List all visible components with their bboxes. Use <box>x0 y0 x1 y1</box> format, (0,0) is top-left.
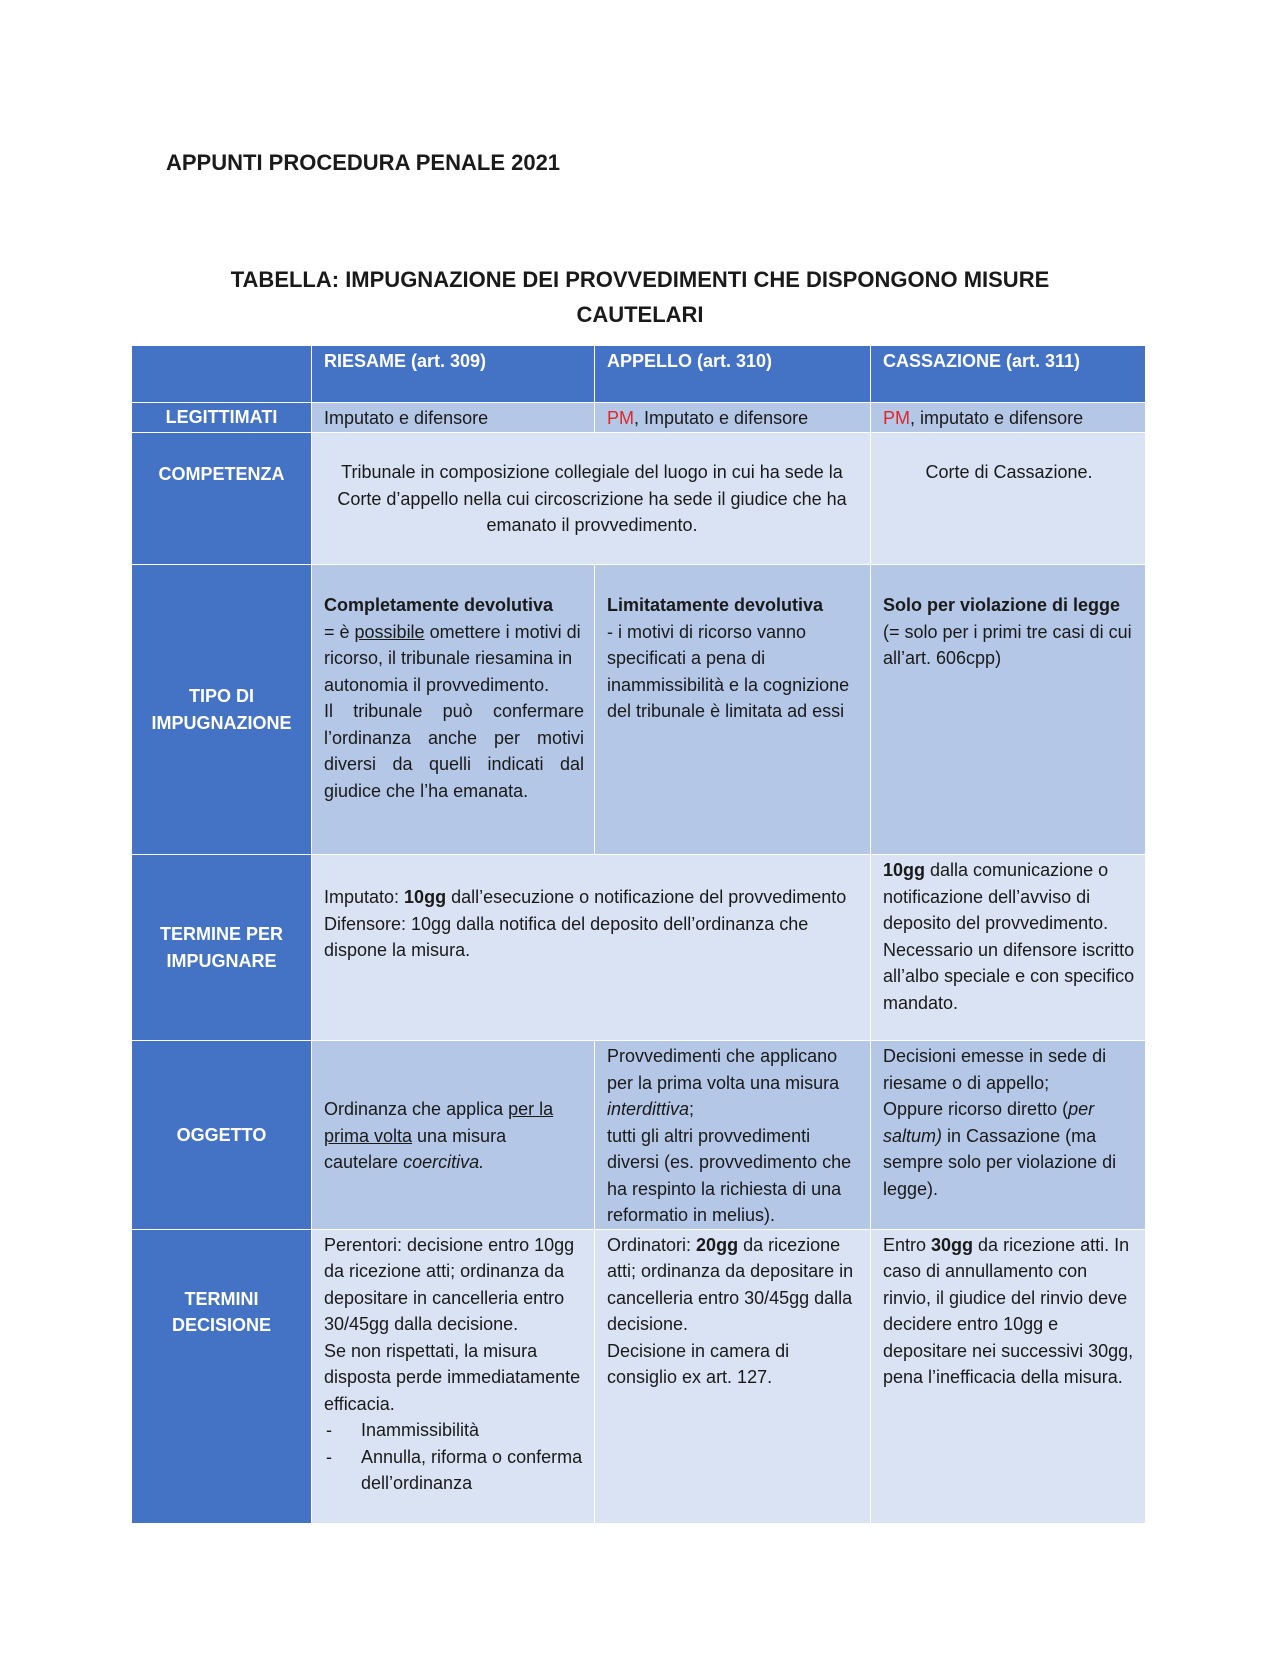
header-riesame: RIESAME (art. 309) <box>312 346 595 403</box>
prima-volta-underlined: per la prima volta <box>324 1099 554 1146</box>
row-legittimati <box>132 403 1146 433</box>
table-title-line-2: CAUTELARI <box>576 302 704 327</box>
row-label-competenza: COMPETENZA <box>132 433 312 565</box>
pm-label: PM <box>607 408 634 428</box>
tipo-appello-text: - i motivi di ricorso vanno specificati a pena di inammissibilità e la cognizione del tribunale è limitata ad essi <box>607 621 850 721</box>
tipo-riesame-text: = è possibile omettere i motivi di ricorso, il tribunale riesamina in autonomia il provvedimento. <box>324 621 581 695</box>
tipo-riesame <box>312 565 595 855</box>
termine-cassazione: 10gg dalla comunicazione o notificazione dell’avviso di deposito del provvedimento. Necessario un difensore iscritto all’albo speciale e con specifico mandato. <box>871 855 1146 1041</box>
oggetto-appello <box>595 1041 871 1230</box>
row-label-line: DECISIONE <box>171 1315 272 1335</box>
document-title: APPUNTI PROCEDURA PENALE 2021 <box>166 150 561 175</box>
tipo-cassazione <box>871 565 1146 855</box>
list-item: - Inammissibilità <box>324 1417 584 1444</box>
row-label-termine-impugnare <box>132 855 312 1041</box>
oggetto-appello-text: Provvedimenti che applicano per la prima volta una misura interdittiva; <box>607 1046 840 1119</box>
tipo-cassazione-text: (= solo per i primi tre casi di cui all’art. 606cpp) <box>883 621 1132 668</box>
termine-riesame-appello <box>312 855 871 1041</box>
tipo-riesame-text-2: Il tribunale può confermare l’ordinanza anche per motivi diversi da quelli indicati dal giudice che l’ha emanata. <box>324 701 584 801</box>
header-row <box>132 346 1146 403</box>
row-label-line: IMPUGNAZIONE <box>151 712 292 733</box>
row-competenza <box>132 433 1146 565</box>
table-title <box>200 262 1080 332</box>
legittimati-appello-text: , Imputato e difensore <box>634 408 809 428</box>
row-label-legittimati: LEGITTIMATI <box>132 403 312 433</box>
row-oggetto <box>132 1041 1146 1230</box>
header-corner <box>132 346 312 403</box>
days-bold: 30gg <box>931 1234 974 1255</box>
days-bold: 20gg <box>696 1234 739 1255</box>
decisione-cassazione: Entro 30gg da ricezione atti. In caso di annullamento con rinvio, il giudice del rinvio deve decidere entro 10gg e depositare nei successivi 30gg, pena l’inefficacia della misura. <box>871 1229 1146 1523</box>
tipo-riesame-title: Completamente devolutiva <box>324 595 554 615</box>
coercitiva-italic: coercitiva. <box>403 1152 485 1172</box>
tipo-cassazione-title: Solo per violazione di legge <box>883 595 1121 615</box>
decisione-riesame-text-2: Se non rispettati, la misura disposta perde immediatamente efficacia. <box>324 1340 581 1414</box>
row-tipo-impugnazione <box>132 565 1146 855</box>
oggetto-cassazione-text: Decisioni emesse in sede di riesame o di appello; <box>883 1046 1107 1093</box>
oggetto-riesame: Ordinanza che applica per la prima volta una misura cautelare coercitiva. <box>312 1041 595 1230</box>
row-label-tipo-impugnazione <box>132 565 312 855</box>
per-saltum-italic: per saltum) <box>883 1099 1095 1146</box>
oggetto-appello-text-2: tutti gli altri provvedimenti diversi (es. provvedimento che ha respinto la richiesta di una reformatio in melius). <box>607 1125 852 1225</box>
competenza-cassazione: Corte di Cassazione. <box>871 433 1146 565</box>
row-label-line: TERMINE PER <box>159 924 283 944</box>
row-label-line: TIPO DI <box>188 686 254 706</box>
tipo-appello <box>595 565 871 855</box>
table-title-line-1: TABELLA: IMPUGNAZIONE DEI PROVVEDIMENTI CHE DISPONGONO MISURE <box>230 267 1050 292</box>
row-label-oggetto: OGGETTO <box>132 1041 312 1230</box>
termine-difensore: Difensore: 10gg dalla notifica del deposito dell’ordinanza che dispone la misura. <box>324 913 809 960</box>
header-cassazione: CASSAZIONE (art. 311) <box>871 346 1146 403</box>
legittimati-riesame: Imputato e difensore <box>312 403 595 433</box>
competenza-riesame-appello: Tribunale in composizione collegiale del luogo in cui ha sede la Corte d’appello nella cui circoscrizione ha sede il giudice che ha emanato il provvedimento. <box>312 433 871 565</box>
legittimati-cassazione-text: , imputato e difensore <box>910 408 1084 428</box>
tipo-appello-title: Limitatamente devolutiva <box>607 595 824 615</box>
row-label-termini-decisione <box>132 1229 312 1523</box>
decisione-appello <box>595 1229 871 1523</box>
oggetto-cassazione-text-2: Oppure ricorso diretto (per saltum) in Cassazione (ma sempre solo per violazione di legge). <box>883 1099 1117 1199</box>
decisione-riesame-list <box>324 1417 584 1497</box>
decisione-riesame-text: Perentori: decisione entro 10gg da ricezione atti; ordinanza da depositare in cancelleria entro 30/45gg dalla decisione. <box>324 1234 575 1334</box>
days-bold: 10gg <box>404 887 447 907</box>
row-label-line: IMPUGNARE <box>166 950 277 971</box>
legittimati-appello <box>595 403 871 433</box>
row-label-line: TERMINI <box>184 1288 259 1309</box>
possibile-underlined: possibile <box>354 621 425 642</box>
row-termini-decisione <box>132 1229 1146 1523</box>
termine-imputato: Imputato: 10gg dall’esecuzione o notificazione del provvedimento <box>324 887 847 907</box>
decisione-riesame <box>312 1229 595 1523</box>
pm-label: PM <box>883 408 910 428</box>
days-bold: 10gg <box>883 860 926 880</box>
oggetto-cassazione <box>871 1041 1146 1230</box>
list-item: - Annulla, riforma o conferma dell’ordinanza <box>324 1444 584 1497</box>
row-termine-impugnare <box>132 855 1146 1041</box>
interdittiva-italic: interdittiva <box>607 1099 690 1119</box>
decisione-appello-text-2: Decisione in camera di consiglio ex art. 127. <box>607 1340 790 1387</box>
legittimati-cassazione <box>871 403 1146 433</box>
impugnazione-table <box>131 345 1146 1524</box>
decisione-appello-text: Ordinatori: 20gg da ricezione atti; ordinanza da depositare in cancelleria entro 30/45gg dalla decisione. <box>607 1234 854 1334</box>
header-appello: APPELLO (art. 310) <box>595 346 871 403</box>
